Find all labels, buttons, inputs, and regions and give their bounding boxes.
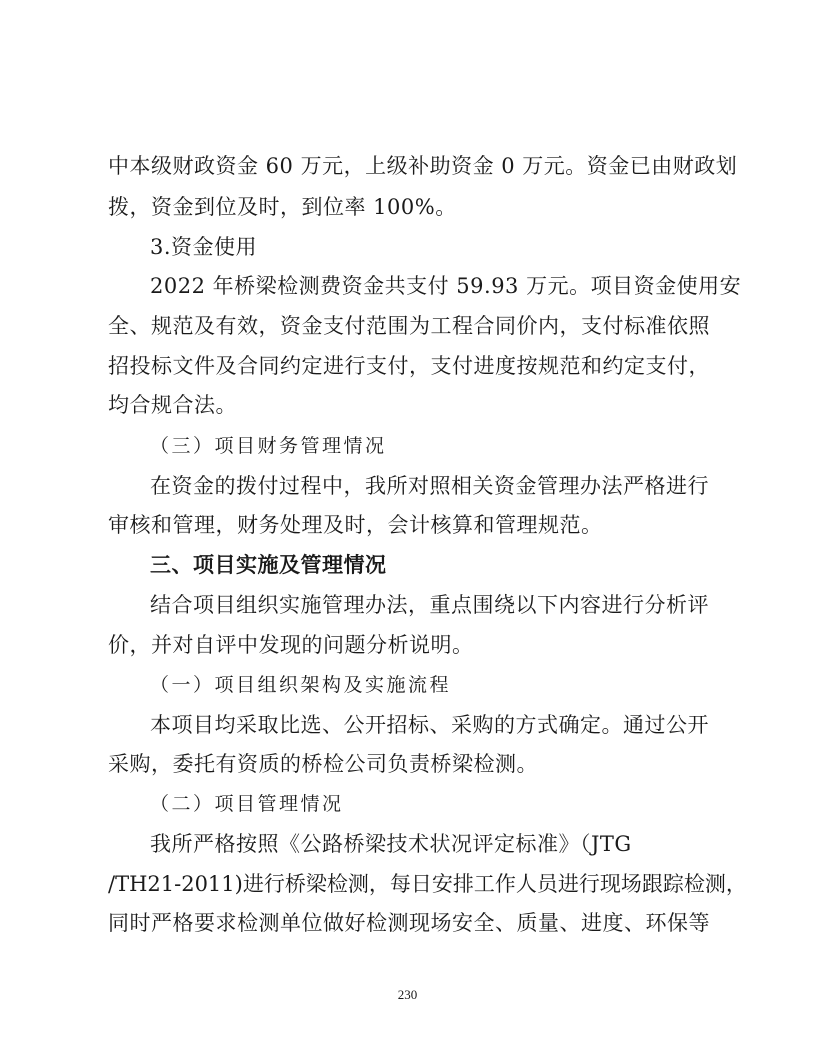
paragraph-line: 采购，委托有资质的桥检公司负责桥梁检测。 [108,752,538,776]
paragraph-line: 2022 年桥梁检测费资金共支付 59.93 万元。项目资金使用安 [150,274,742,298]
page-number: 230 [397,987,418,1002]
paragraph-line: 中本级财政资金 60 万元，上级补助资金 0 万元。资金已由财政划 [108,154,738,178]
paragraph-line: 结合项目组织实施管理办法，重点围绕以下内容进行分析评 [150,593,709,617]
paragraph-line: /TH21-2011)进行桥梁检测，每日安排工作人员进行现场跟踪检测， [108,872,747,896]
paragraph-line: 本项目均采取比选、公开招标、采购的方式确定。通过公开 [150,713,709,737]
paragraph-line: 拨，资金到位及时，到位率 100%。 [108,195,457,219]
paragraph-line: 审核和管理，财务处理及时，会计核算和管理规范。 [108,513,603,537]
paragraph-line: 在资金的拨付过程中，我所对照相关资金管理办法严格进行 [150,474,709,498]
subsection-heading-finance: （三）项目财务管理情况 [150,435,387,457]
paragraph-line: 我所严格按照《公路桥梁技术状况评定标准》（JTG [150,832,632,856]
subsection-heading-org: （一）项目组织架构及实施流程 [150,674,452,696]
paragraph-line: 均合规合法。 [108,393,237,417]
paragraph-line: 同时严格要求检测单位做好检测现场安全、质量、进度、环保等 [108,911,710,935]
subsection-heading-fund-use: 3.资金使用 [150,235,258,259]
paragraph-line: 价，并对自评中发现的问题分析说明。 [108,633,474,657]
subsection-heading-management: （二）项目管理情况 [150,793,344,815]
paragraph-line: 招投标文件及合同约定进行支付，支付进度按规范和约定支付， [108,354,710,378]
paragraph-line: 全、规范及有效，资金支付范围为工程合同价内，支付标准依照 [108,314,710,338]
section-heading-implementation: 三、项目实施及管理情况 [150,553,387,577]
